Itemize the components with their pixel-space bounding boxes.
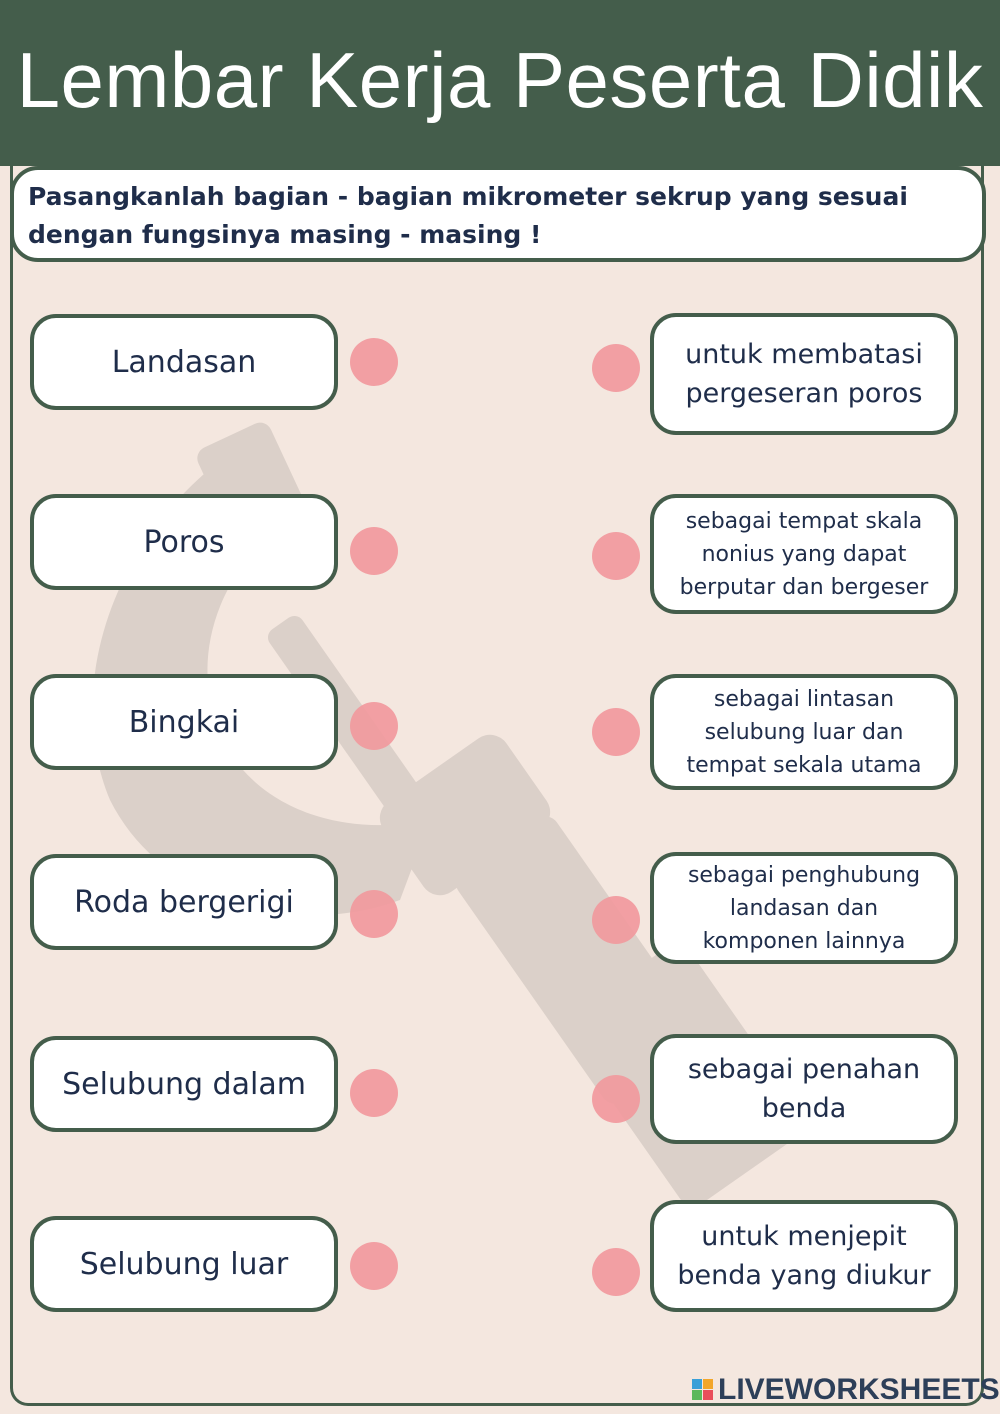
function-line: berputar dan bergeser xyxy=(679,574,929,600)
function-line: sebagai tempat skala xyxy=(685,508,923,534)
function-line: benda xyxy=(761,1093,847,1124)
left-connector-dot[interactable] xyxy=(350,1069,398,1117)
part-box-bingkai[interactable]: Bingkai xyxy=(30,674,338,770)
right-connector-dot[interactable] xyxy=(592,896,640,944)
function-box-penghubung[interactable] xyxy=(650,852,958,964)
part-box-poros[interactable]: Poros xyxy=(30,494,338,590)
function-line: komponen lainnya xyxy=(702,928,906,954)
liveworksheets-logo-icon xyxy=(692,1379,714,1401)
function-box-skala-nonius[interactable] xyxy=(650,494,958,614)
function-box-penahan-benda[interactable] xyxy=(650,1034,958,1144)
right-connector-dot[interactable] xyxy=(592,1075,640,1123)
header-bar xyxy=(0,0,1000,166)
function-line: sebagai penghubung xyxy=(687,862,921,888)
page-title: Lembar Kerja Peserta Didik xyxy=(16,36,984,124)
function-line: landasan dan xyxy=(729,895,879,921)
function-box-lintasan-selubung[interactable] xyxy=(650,674,958,790)
right-connector-dot[interactable] xyxy=(592,708,640,756)
function-line: untuk menjepit xyxy=(701,1221,907,1252)
liveworksheets-logo xyxy=(692,1372,1000,1408)
right-connector-dot[interactable] xyxy=(592,344,640,392)
function-line: sebagai penahan xyxy=(687,1054,921,1085)
instruction-text: Pasangkanlah bagian - bagian mikrometer sekrup yang sesuai dengan fungsinya masing - masing ! xyxy=(10,166,986,262)
left-connector-dot[interactable] xyxy=(350,890,398,938)
function-line: untuk membatasi xyxy=(685,339,923,370)
left-connector-dot[interactable] xyxy=(350,527,398,575)
function-line: selubung luar dan xyxy=(704,719,904,745)
part-box-roda-bergerigi[interactable]: Roda bergerigi xyxy=(30,854,338,950)
part-box-selubung-luar[interactable]: Selubung luar xyxy=(30,1216,338,1312)
right-connector-dot[interactable] xyxy=(592,1248,640,1296)
right-connector-dot[interactable] xyxy=(592,532,640,580)
logo-text: LIVEWORKSHEETS xyxy=(718,1373,1000,1406)
function-box-membatasi-pergeseran[interactable] xyxy=(650,313,958,435)
function-line: nonius yang dapat xyxy=(701,541,907,567)
part-box-selubung-dalam[interactable]: Selubung dalam xyxy=(30,1036,338,1132)
left-connector-dot[interactable] xyxy=(350,702,398,750)
function-box-menjepit-benda[interactable] xyxy=(650,1200,958,1312)
part-box-landasan[interactable]: Landasan xyxy=(30,314,338,410)
function-line: pergeseran poros xyxy=(685,378,923,409)
left-connector-dot[interactable] xyxy=(350,1242,398,1290)
function-line: tempat sekala utama xyxy=(686,752,922,778)
function-line: sebagai lintasan xyxy=(713,686,895,712)
left-connector-dot[interactable] xyxy=(350,338,398,386)
function-line: benda yang diukur xyxy=(677,1260,931,1291)
